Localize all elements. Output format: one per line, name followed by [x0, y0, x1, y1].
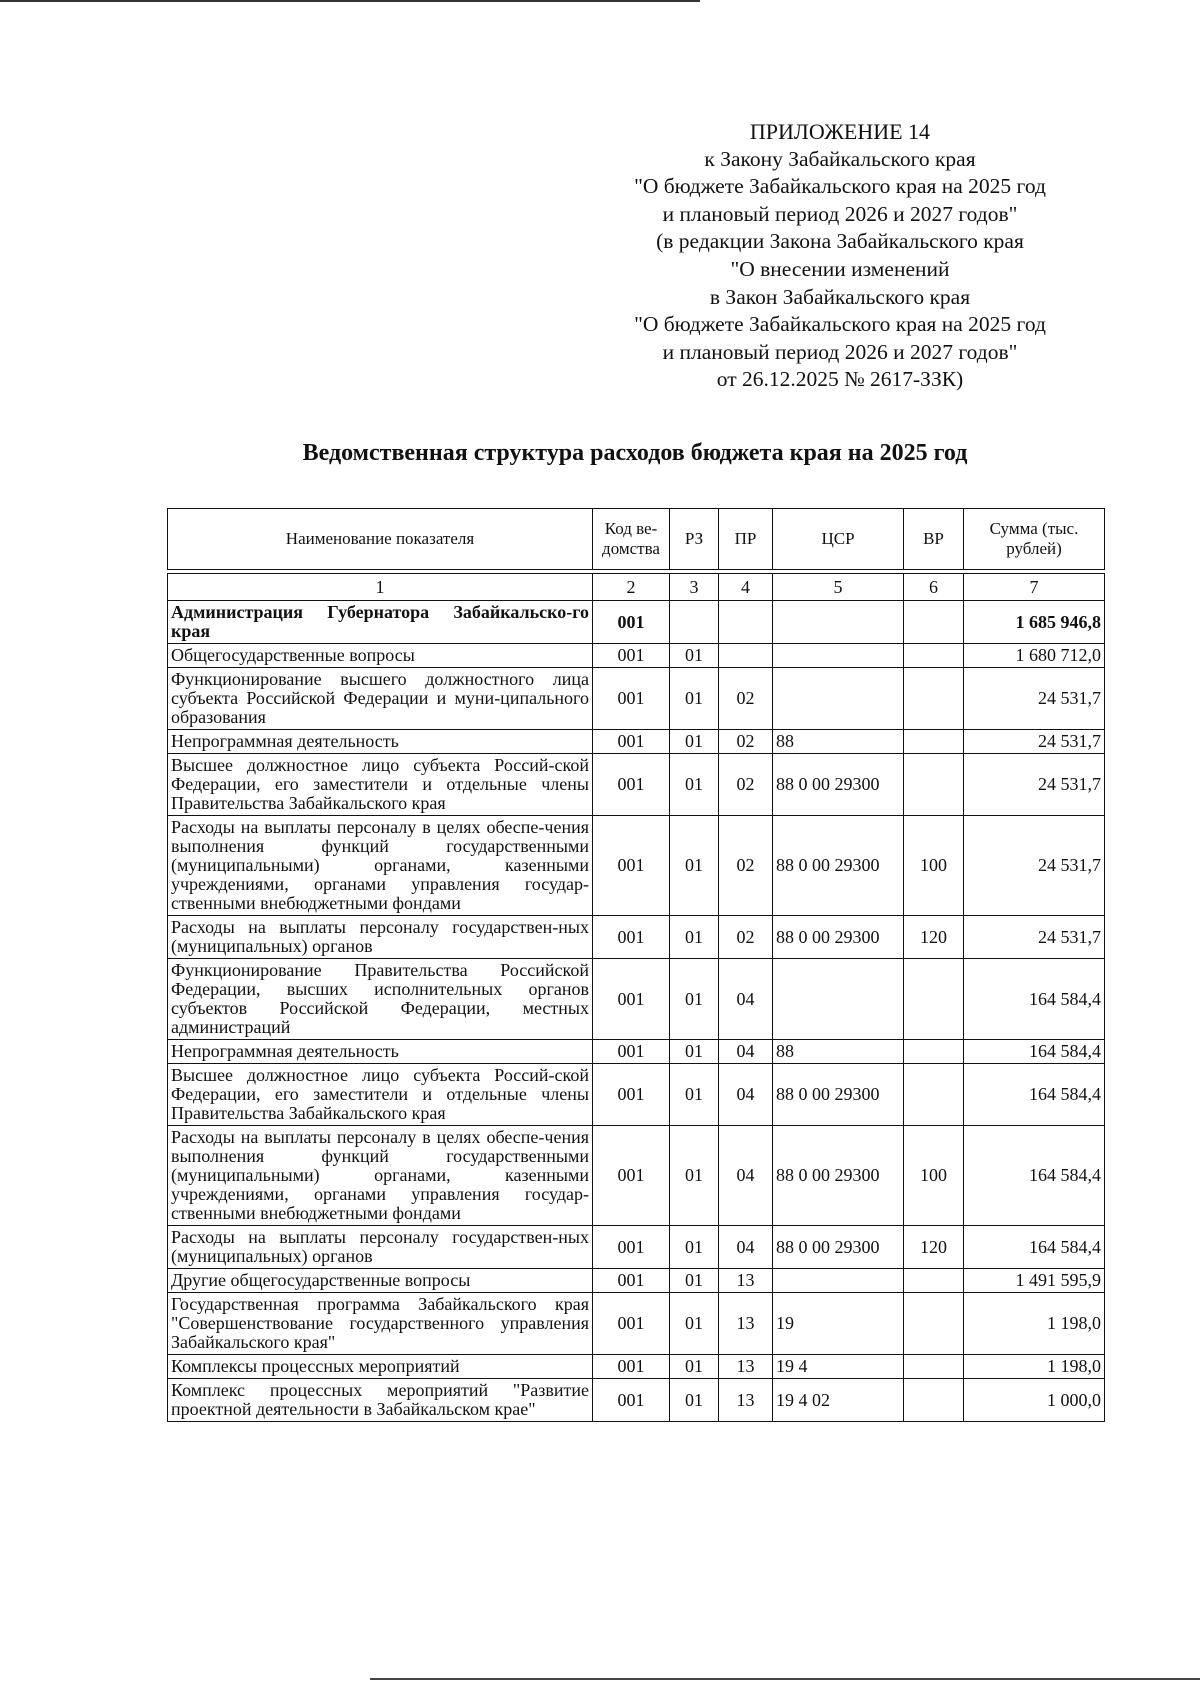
- cell-sum: 164 584,4: [964, 959, 1105, 1040]
- cell-vr: [904, 1064, 964, 1126]
- cell-pr: 02: [719, 668, 773, 730]
- cell-pr: 13: [719, 1269, 773, 1293]
- cell-pr: 13: [719, 1379, 773, 1422]
- document-title: Ведомственная структура расходов бюджета края на 2025 год: [302, 440, 968, 466]
- cell-code: 001: [593, 1064, 670, 1126]
- cell-vr: [904, 730, 964, 754]
- table-row: [168, 601, 1105, 644]
- cell-code: 001: [593, 959, 670, 1040]
- cell-rz: 01: [670, 1269, 719, 1293]
- cell-sum: 1 680 712,0: [964, 644, 1105, 668]
- cell-pr: 04: [719, 1126, 773, 1226]
- cell-pr: [719, 601, 773, 644]
- cell-csr: 19: [773, 1293, 904, 1355]
- cell-vr: [904, 1269, 964, 1293]
- header-code: Код ве-домства: [593, 509, 670, 570]
- cell-name: Расходы на выплаты персоналу государствен-ных (муниципальных) органов: [168, 1226, 593, 1269]
- cell-csr: 88: [773, 730, 904, 754]
- cell-name: Администрация Губернатора Забайкальско-го края: [168, 601, 593, 644]
- cell-code: 001: [593, 668, 670, 730]
- cell-name: Непрограммная деятельность: [168, 1040, 593, 1064]
- column-number: 1: [168, 574, 593, 601]
- cell-pr: 13: [719, 1293, 773, 1355]
- cell-code: 001: [593, 754, 670, 816]
- cell-csr: 88 0 00 29300: [773, 816, 904, 916]
- cell-code: 001: [593, 816, 670, 916]
- cell-rz: 01: [670, 1226, 719, 1269]
- cell-rz: 01: [670, 668, 719, 730]
- cell-code: 001: [593, 1355, 670, 1379]
- table-row: [168, 1355, 1105, 1379]
- column-number-row: [168, 574, 1105, 601]
- cell-code: 001: [593, 1293, 670, 1355]
- cell-rz: 01: [670, 959, 719, 1040]
- cell-csr: 88 0 00 29300: [773, 1126, 904, 1226]
- cell-pr: 04: [719, 1040, 773, 1064]
- cell-csr: [773, 1269, 904, 1293]
- cell-vr: 100: [904, 816, 964, 916]
- cell-rz: 01: [670, 730, 719, 754]
- cell-code: 001: [593, 601, 670, 644]
- annex-title: ПРИЛОЖЕНИЕ 14: [749, 119, 931, 144]
- cell-vr: [904, 1293, 964, 1355]
- table-row: [168, 1126, 1105, 1226]
- cell-vr: [904, 668, 964, 730]
- cell-code: 001: [593, 644, 670, 668]
- cell-pr: 13: [719, 1355, 773, 1379]
- cell-sum: 24 531,7: [964, 916, 1105, 959]
- table-row: [168, 644, 1105, 668]
- cell-sum: 164 584,4: [964, 1040, 1105, 1064]
- annex-line: "О бюджете Забайкальского края на 2025 год: [634, 174, 1046, 199]
- header-sum: Сумма (тыс. рублей): [964, 509, 1105, 570]
- cell-sum: 164 584,4: [964, 1064, 1105, 1126]
- table-row: [168, 1293, 1105, 1355]
- table-row: [168, 1040, 1105, 1064]
- table-row: [168, 1226, 1105, 1269]
- cell-rz: 01: [670, 644, 719, 668]
- table-row: [168, 1269, 1105, 1293]
- annex-line: и плановый период 2026 и 2027 годов": [662, 339, 1018, 364]
- cell-name: Другие общегосударственные вопросы: [168, 1269, 593, 1293]
- cell-csr: 88 0 00 29300: [773, 916, 904, 959]
- cell-pr: 02: [719, 916, 773, 959]
- table-row: [168, 959, 1105, 1040]
- annex-line: "О бюджете Забайкальского края на 2025 год: [634, 312, 1046, 337]
- cell-name: Расходы на выплаты персоналу в целях обеспе-чения выполнения функций государственными (муниципальными) органами, казенными учреждениями, органами управления государ-ственными внебюджетными фондами: [168, 816, 593, 916]
- cell-vr: [904, 1040, 964, 1064]
- cell-code: 001: [593, 730, 670, 754]
- table-row: [168, 1064, 1105, 1126]
- cell-code: 001: [593, 1226, 670, 1269]
- table-row: [168, 1379, 1105, 1422]
- cell-pr: 02: [719, 816, 773, 916]
- cell-vr: 100: [904, 1126, 964, 1226]
- header-rz: РЗ: [670, 509, 719, 570]
- cell-name: Непрограммная деятельность: [168, 730, 593, 754]
- cell-pr: [719, 644, 773, 668]
- cell-name: Комплексы процессных мероприятий: [168, 1355, 593, 1379]
- table-row: [168, 816, 1105, 916]
- header-vr: ВР: [904, 509, 964, 570]
- cell-rz: 01: [670, 1064, 719, 1126]
- cell-csr: [773, 668, 904, 730]
- cell-name: Функционирование высшего должностного лица субъекта Российской Федерации и муни-ципального образования: [168, 668, 593, 730]
- cell-sum: 1 198,0: [964, 1355, 1105, 1379]
- annex-header: [580, 118, 1100, 394]
- cell-sum: 1 198,0: [964, 1293, 1105, 1355]
- scan-edge-bottom: [370, 1678, 1200, 1680]
- cell-csr: 88 0 00 29300: [773, 1226, 904, 1269]
- table-header: [168, 509, 1105, 570]
- column-number: 7: [964, 574, 1105, 601]
- cell-sum: 164 584,4: [964, 1126, 1105, 1226]
- annex-line: к Закону Забайкальского края: [704, 146, 976, 171]
- cell-csr: [773, 644, 904, 668]
- cell-sum: 24 531,7: [964, 816, 1105, 916]
- cell-csr: 88: [773, 1040, 904, 1064]
- cell-pr: 04: [719, 959, 773, 1040]
- cell-rz: 01: [670, 1293, 719, 1355]
- budget-table: [167, 508, 1105, 1422]
- column-number: 4: [719, 574, 773, 601]
- cell-pr: 02: [719, 730, 773, 754]
- cell-name: Функционирование Правительства Российской Федерации, высших исполнительных органов субъектов Российской Федерации, местных администраций: [168, 959, 593, 1040]
- cell-vr: [904, 1379, 964, 1422]
- annex-line: (в редакции Закона Забайкальского края: [656, 229, 1024, 254]
- table-row: [168, 916, 1105, 959]
- table-body: [168, 570, 1105, 1422]
- cell-code: 001: [593, 1269, 670, 1293]
- cell-csr: 19 4 02: [773, 1379, 904, 1422]
- cell-name: Общегосударственные вопросы: [168, 644, 593, 668]
- cell-name: Государственная программа Забайкальского края "Совершенствование государственного управления Забайкальского края": [168, 1293, 593, 1355]
- cell-rz: 01: [670, 1379, 719, 1422]
- cell-vr: [904, 1355, 964, 1379]
- column-number: 6: [904, 574, 964, 601]
- table-row: [168, 754, 1105, 816]
- cell-rz: 01: [670, 754, 719, 816]
- cell-csr: 88 0 00 29300: [773, 754, 904, 816]
- cell-name: Комплекс процессных мероприятий "Развитие проектной деятельности в Забайкальском крае": [168, 1379, 593, 1422]
- cell-rz: 01: [670, 816, 719, 916]
- cell-code: 001: [593, 1126, 670, 1226]
- cell-code: 001: [593, 916, 670, 959]
- cell-rz: 01: [670, 1126, 719, 1226]
- cell-csr: 19 4: [773, 1355, 904, 1379]
- cell-rz: 01: [670, 1355, 719, 1379]
- cell-vr: [904, 601, 964, 644]
- annex-line: и плановый период 2026 и 2027 годов": [662, 201, 1018, 226]
- cell-sum: 24 531,7: [964, 754, 1105, 816]
- cell-name: Высшее должностное лицо субъекта Россий-ской Федерации, его заместители и отдельные члены Правительства Забайкальского края: [168, 754, 593, 816]
- cell-vr: [904, 959, 964, 1040]
- cell-name: Расходы на выплаты персоналу в целях обеспе-чения выполнения функций государственными (муниципальными) органами, казенными учреждениями, органами управления государ-ственными внебюджетными фондами: [168, 1126, 593, 1226]
- column-number: 3: [670, 574, 719, 601]
- cell-name: Высшее должностное лицо субъекта Россий-ской Федерации, его заместители и отдельные члены Правительства Забайкальского края: [168, 1064, 593, 1126]
- cell-pr: 04: [719, 1064, 773, 1126]
- column-number: 5: [773, 574, 904, 601]
- table-row: [168, 668, 1105, 730]
- cell-csr: [773, 601, 904, 644]
- cell-vr: [904, 644, 964, 668]
- cell-pr: 04: [719, 1226, 773, 1269]
- cell-sum: 24 531,7: [964, 668, 1105, 730]
- cell-csr: 88 0 00 29300: [773, 1064, 904, 1126]
- cell-csr: [773, 959, 904, 1040]
- cell-name: Расходы на выплаты персоналу государствен-ных (муниципальных) органов: [168, 916, 593, 959]
- cell-sum: 1 000,0: [964, 1379, 1105, 1422]
- annex-line: "О внесении изменений: [730, 256, 950, 281]
- scan-edge-top: [0, 0, 700, 2]
- column-number: 2: [593, 574, 670, 601]
- cell-rz: 01: [670, 1040, 719, 1064]
- header-pr: ПР: [719, 509, 773, 570]
- cell-vr: [904, 754, 964, 816]
- header-csr: ЦСР: [773, 509, 904, 570]
- cell-sum: 1 491 595,9: [964, 1269, 1105, 1293]
- cell-vr: 120: [904, 916, 964, 959]
- cell-sum: 1 685 946,8: [964, 601, 1105, 644]
- annex-line: в Закон Забайкальского края: [709, 284, 971, 309]
- cell-rz: 01: [670, 916, 719, 959]
- cell-sum: 164 584,4: [964, 1226, 1105, 1269]
- cell-rz: [670, 601, 719, 644]
- cell-code: 001: [593, 1379, 670, 1422]
- table-row: [168, 730, 1105, 754]
- cell-vr: 120: [904, 1226, 964, 1269]
- cell-code: 001: [593, 1040, 670, 1064]
- cell-sum: 24 531,7: [964, 730, 1105, 754]
- cell-pr: 02: [719, 754, 773, 816]
- header-name: Наименование показателя: [168, 509, 593, 570]
- annex-line: от 26.12.2025 № 2617-ЗЗК): [716, 367, 964, 392]
